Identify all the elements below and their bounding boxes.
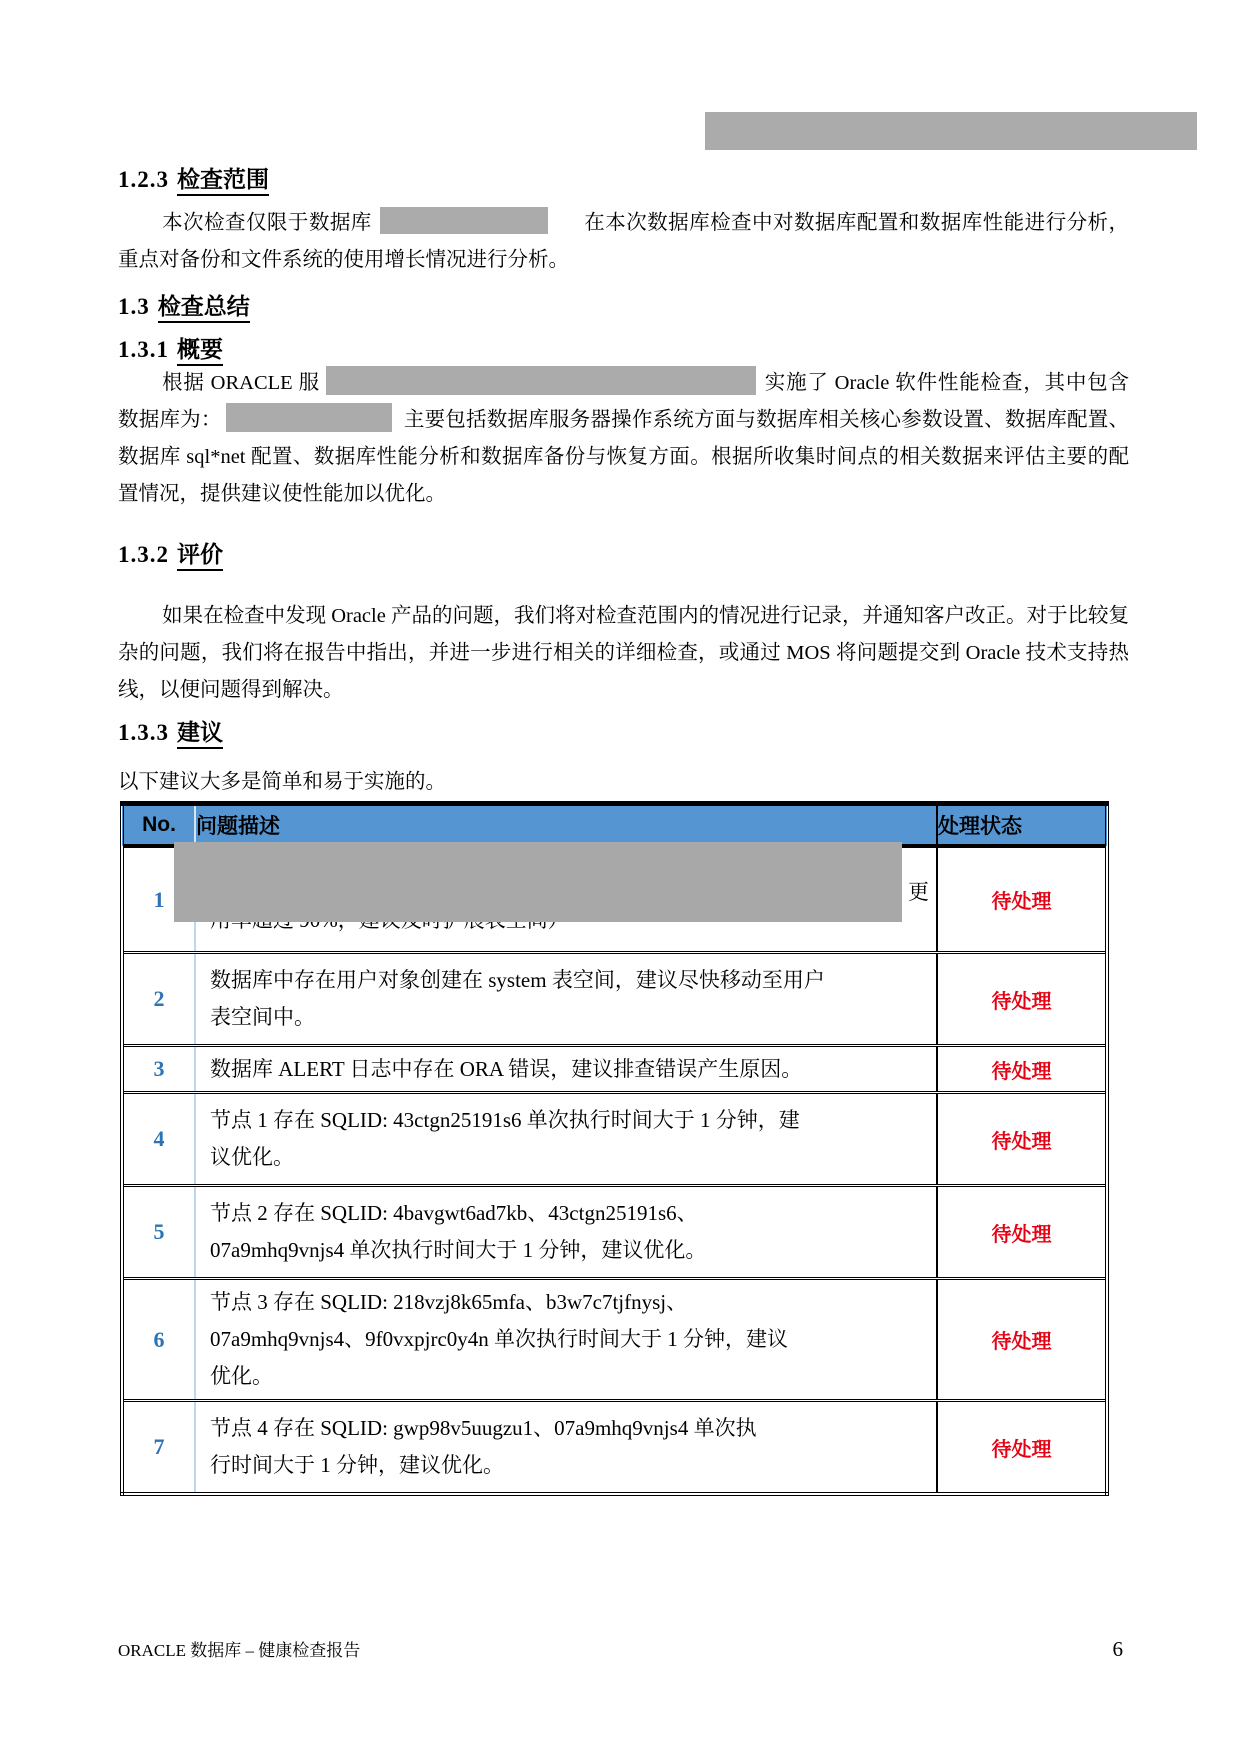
- heading-title: 检查总结: [158, 293, 250, 323]
- redaction-box-row: [174, 842, 902, 922]
- paragraph-summary: [118, 365, 1129, 513]
- description-line: 数据库中存在用户对象创建在 system 表空间，建议尽快移动至用户: [210, 968, 825, 992]
- paragraph-scope: [118, 205, 1129, 279]
- row-number: 5: [122, 1186, 195, 1279]
- paragraph-suggestion-intro: 以下建议大多是简单和易于实施的。: [118, 771, 446, 793]
- redaction-box-inline: [326, 366, 756, 395]
- heading-1-3-3: [118, 717, 1129, 748]
- description-line: 行时间大于 1 分钟，建议优化。: [210, 1453, 504, 1477]
- page-footer: [118, 1636, 1129, 1662]
- table-row: [122, 1093, 1107, 1186]
- table-row: [122, 846, 1107, 953]
- row-number: 7: [122, 1401, 195, 1495]
- redaction-box-inline: [380, 207, 548, 234]
- description-fragment-char: 更: [908, 880, 929, 904]
- heading-number: 1.3.3: [118, 720, 169, 745]
- row-number: 4: [122, 1093, 195, 1186]
- summary-text-pre: 根据 ORACLE 服: [162, 372, 320, 394]
- column-header-no: No.: [122, 804, 195, 847]
- row-description: [195, 1046, 937, 1093]
- status-badge: 待处理: [937, 846, 1107, 953]
- status-badge: 待处理: [937, 1279, 1107, 1401]
- row-description: [195, 1401, 937, 1495]
- description-line: 数据库 ALERT 日志中存在 ORA 错误，建议排查错误产生原因。: [210, 1056, 803, 1081]
- row-number: 1: [122, 846, 195, 953]
- status-badge: 待处理: [937, 1046, 1107, 1093]
- summary-text-mid: 实施了 Oracle 软件性能检查，其中包含数据库为：: [118, 372, 1130, 431]
- status-badge: 待处理: [937, 953, 1107, 1046]
- row-number: 3: [122, 1046, 195, 1093]
- table-row: [122, 1279, 1107, 1401]
- table-row: [122, 1186, 1107, 1279]
- heading-1-3-2: [118, 539, 1129, 570]
- description-line: 节点 1 存在 SQLID: 43ctgn25191s6 单次执行时间大于 1 分钟，建: [210, 1108, 800, 1132]
- status-badge: 待处理: [937, 1093, 1107, 1186]
- page-content: [118, 0, 1129, 1496]
- description-line: 优化。: [210, 1364, 273, 1388]
- scope-text-post: 在本次数据库检查中对数据库配置和数据库性能进行分析，重点对备份和文件系统的使用增长情况进行分析。: [118, 212, 1130, 271]
- scope-text-pre: 本次检查仅限于数据库: [162, 212, 372, 234]
- row-description: [195, 1279, 937, 1401]
- heading-number: 1.3: [118, 294, 150, 319]
- description-line: 表空间中。: [210, 1005, 315, 1029]
- row-description: [195, 1093, 937, 1186]
- heading-number: 1.3.2: [118, 542, 169, 567]
- heading-1-3-1: [118, 334, 1129, 365]
- footer-title: ORACLE 数据库 – 健康检查报告: [118, 1641, 361, 1660]
- column-header-status: 处理状态: [937, 804, 1107, 847]
- heading-number: 1.3.1: [118, 337, 169, 362]
- paragraph-evaluation: 如果在检查中发现 Oracle 产品的问题，我们将对检查范围内的情况进行记录，并通知客户改正。对于比较复杂的问题，我们将在报告中指出，并进一步进行相关的详细检查，或通过 MOS 将问题提交到 Oracle 技术支持热线，以便问题得到解决。: [118, 605, 1129, 701]
- heading-1-3: [118, 291, 1129, 322]
- row-description: [195, 1186, 937, 1279]
- table-row: [122, 1401, 1107, 1495]
- heading-title: 概要: [177, 336, 223, 366]
- heading-1-2-3: [118, 164, 1129, 195]
- redaction-box-inline: [226, 403, 392, 432]
- table-header-row: [122, 804, 1107, 847]
- page-number: 6: [1112, 1637, 1123, 1661]
- description-line: 节点 2 存在 SQLID: 4bavgwt6ad7kb、43ctgn25191s6、: [210, 1201, 698, 1225]
- description-line: 节点 3 存在 SQLID: 218vzj8k65mfa、b3w7c7tjfnysj、: [210, 1290, 688, 1314]
- heading-title: 评价: [177, 541, 223, 571]
- status-badge: 待处理: [937, 1186, 1107, 1279]
- summary-text-post: 主要包括数据库服务器操作系统方面与数据库相关核心参数设置、数据库配置、数据库 sql*net 配置、数据库性能分析和数据库备份与恢复方面。根据所收集时间点的相关数据来评估主要的配置情况，提供建议使性能加以优化。: [118, 409, 1129, 505]
- column-header-description: 问题描述: [195, 804, 937, 847]
- description-line: 议优化。: [210, 1145, 294, 1169]
- row-number: 6: [122, 1279, 195, 1401]
- table-row: [122, 953, 1107, 1046]
- row-number: 2: [122, 953, 195, 1046]
- table-row: [122, 1046, 1107, 1093]
- description-line: 07a9mhq9vnjs4 单次执行时间大于 1 分钟，建议优化。: [210, 1238, 707, 1262]
- heading-title: 检查范围: [177, 166, 269, 196]
- row-description: [195, 846, 937, 953]
- status-badge: 待处理: [937, 1401, 1107, 1495]
- recommendations-table: [120, 801, 1109, 1496]
- row-description: [195, 953, 937, 1046]
- heading-title: 建议: [177, 719, 223, 749]
- description-line: 07a9mhq9vnjs4、9f0vxpjrc0y4n 单次执行时间大于 1 分钟，建议: [210, 1327, 789, 1351]
- description-line: 节点 4 存在 SQLID: gwp98v5uugzu1、07a9mhq9vnjs4 单次执: [210, 1416, 757, 1440]
- heading-number: 1.2.3: [118, 167, 169, 192]
